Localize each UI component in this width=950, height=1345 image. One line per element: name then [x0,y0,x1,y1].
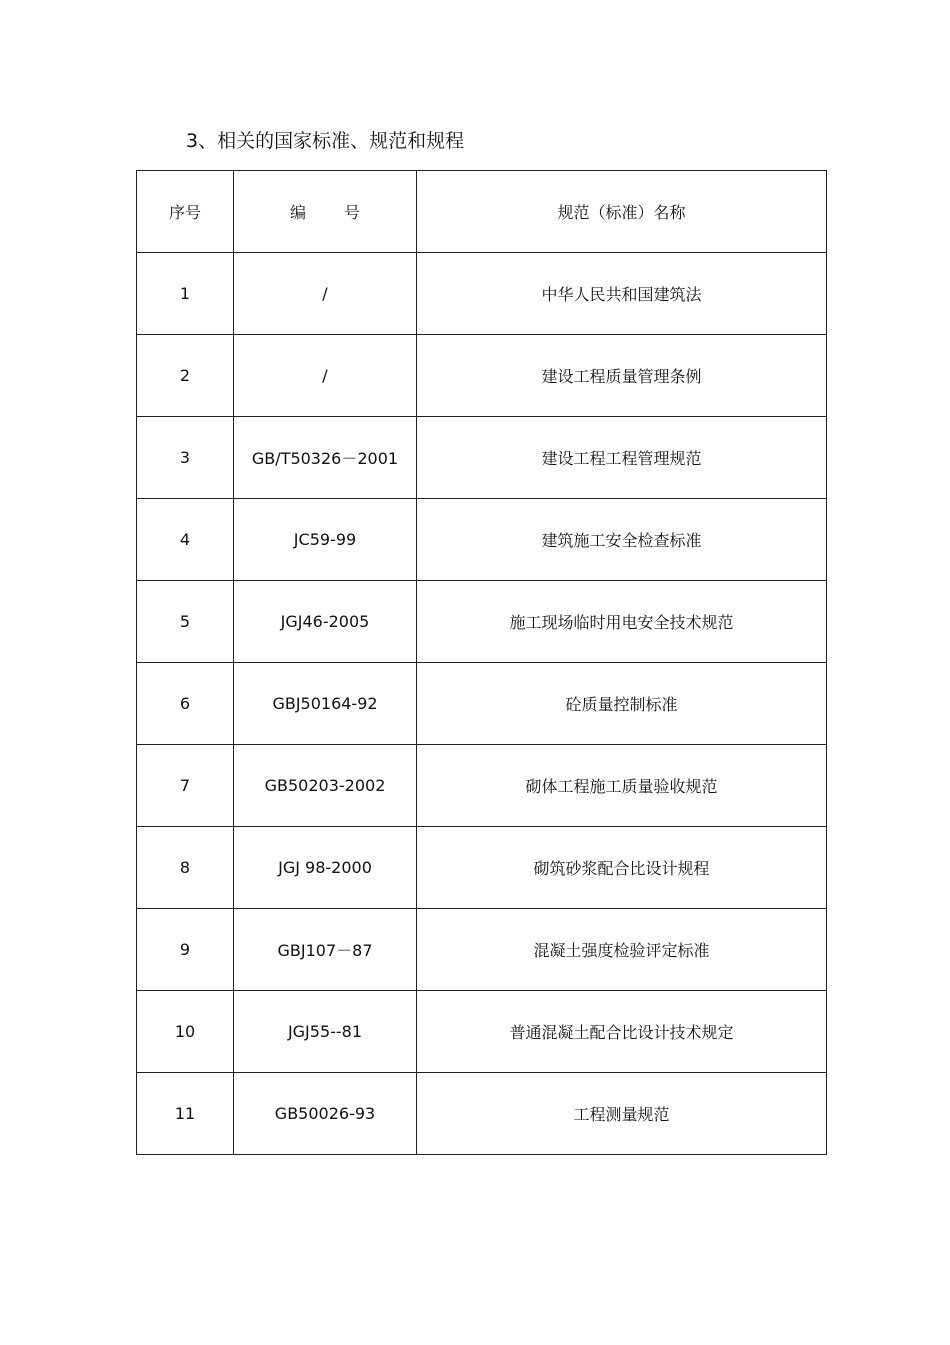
row-code: JC59-99 [234,499,417,581]
standards-table [136,170,827,1155]
row-no: 8 [137,827,234,909]
row-code: / [234,335,417,417]
row-name: 砌筑砂浆配合比设计规程 [417,827,827,909]
row-code: GB50203-2002 [234,745,417,827]
row-no: 6 [137,663,234,745]
table-row [137,581,827,663]
table-row [137,745,827,827]
row-no: 10 [137,991,234,1073]
row-no: 9 [137,909,234,991]
row-code: GBJ50164-92 [234,663,417,745]
header-no: 序号 [137,171,234,253]
table-header-row [137,171,827,253]
row-code: JGJ55--81 [234,991,417,1073]
row-name: 建筑施工安全检查标准 [417,499,827,581]
row-name: 砌体工程施工质量验收规范 [417,745,827,827]
table-row [137,417,827,499]
row-code: GB/T50326－2001 [234,417,417,499]
table-row [137,991,827,1073]
table-row [137,1073,827,1155]
row-name: 建设工程质量管理条例 [417,335,827,417]
row-code: GBJ107－87 [234,909,417,991]
standards-table-body [137,171,827,1155]
row-no: 7 [137,745,234,827]
row-no: 1 [137,253,234,335]
header-code-left: 编 [289,203,306,222]
row-name: 建设工程工程管理规范 [417,417,827,499]
row-name: 工程测量规范 [417,1073,827,1155]
row-name: 砼质量控制标准 [417,663,827,745]
row-code: / [234,253,417,335]
header-name: 规范（标准）名称 [417,171,827,253]
section-heading: 3、相关的国家标准、规范和规程 [186,130,465,152]
row-no: 3 [137,417,234,499]
table-row [137,335,827,417]
row-name: 中华人民共和国建筑法 [417,253,827,335]
table-row [137,909,827,991]
row-name: 施工现场临时用电安全技术规范 [417,581,827,663]
row-no: 5 [137,581,234,663]
row-no: 11 [137,1073,234,1155]
row-code: GB50026-93 [234,1073,417,1155]
header-code-right: 号 [344,203,361,222]
table-row [137,827,827,909]
row-code: JGJ46-2005 [234,581,417,663]
table-row [137,663,827,745]
row-no: 2 [137,335,234,417]
row-no: 4 [137,499,234,581]
row-name: 普通混凝土配合比设计技术规定 [417,991,827,1073]
row-code: JGJ 98-2000 [234,827,417,909]
row-name: 混凝土强度检验评定标准 [417,909,827,991]
table-row [137,253,827,335]
header-code [234,171,417,253]
table-row [137,499,827,581]
